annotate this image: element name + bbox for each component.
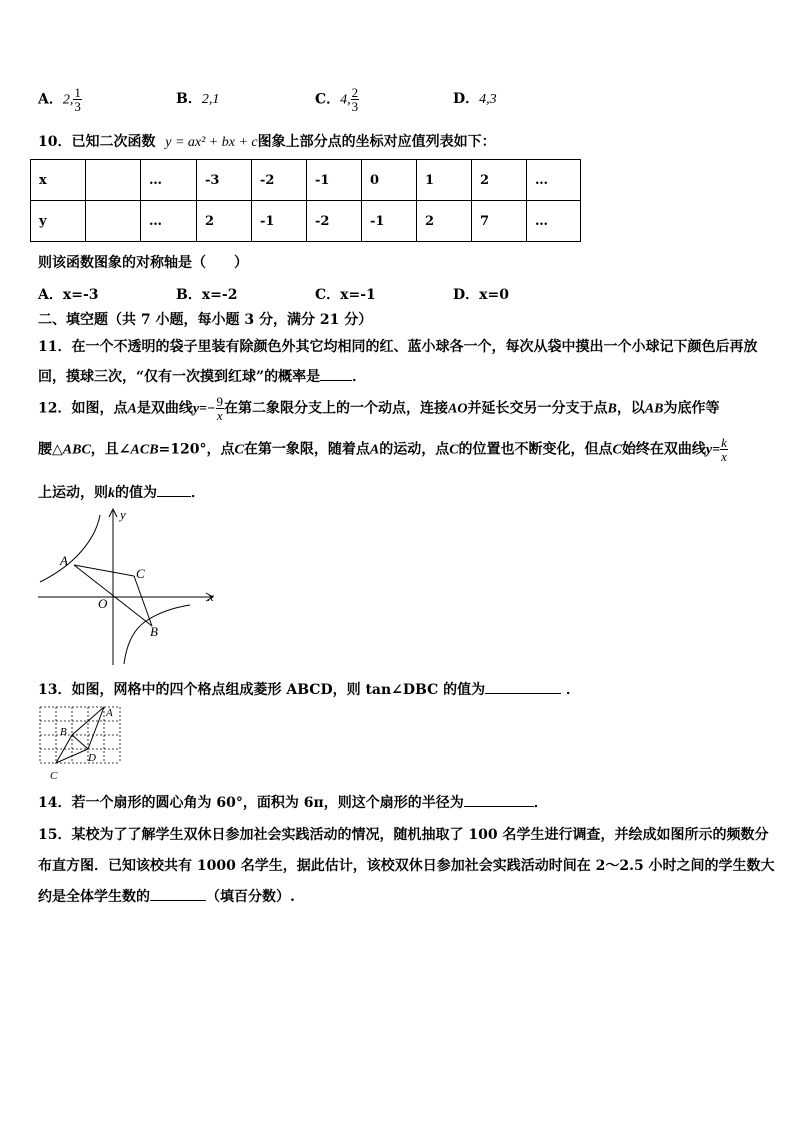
- q14-text: 14．若一个扇形的圆心角为 60°，面积为 6π，则这个扇形的半径为 ．: [38, 795, 548, 811]
- label-a: A: [60, 553, 68, 568]
- hyperbola-branch-second-quadrant: [40, 515, 100, 582]
- q12-line1: 12．如图，点A是双曲线y=− $\frac{9}{x}$ 在第二象限分支上的一个动点，连接AO并延长交另一分支于点B，以AB为底作等: [38, 394, 720, 423]
- q13-text: 13．如图，网格中的四个格点组成菱形 ABCD，则 tan∠DBC 的值为 ．: [38, 682, 581, 698]
- q9-option-c: C．4, $\frac{2}{3}$: [315, 85, 359, 114]
- label-d: D: [88, 752, 96, 764]
- segment-ac: [74, 565, 134, 576]
- q15-line3: 约是全体学生数的 （填百分数）.: [38, 889, 295, 905]
- q9-option-b: B．2,1: [176, 91, 220, 107]
- q10-stem: 10．已知二次函数 y = ax² + bx + c图象上部分点的坐标对应值列表如下：: [38, 134, 496, 150]
- answer-blank[interactable]: [150, 900, 206, 901]
- table-cell: -2: [252, 160, 307, 201]
- q10-option-c: C．x=-1: [315, 287, 376, 303]
- table-cell: 7: [472, 201, 527, 242]
- q11-line2: 回，摸球三次，“仅有一次摸到红球”的概率是 ．: [38, 369, 367, 385]
- table-cell: 0: [362, 160, 417, 201]
- section-heading: 二、填空题（共 7 小题，每小题 3 分，满分 21 分）: [38, 312, 373, 328]
- diagonal-bd: [72, 735, 88, 749]
- table-cell: y: [31, 201, 86, 242]
- table-row: [31, 160, 581, 201]
- table-cell: -2: [307, 201, 362, 242]
- table-cell: 2: [417, 201, 472, 242]
- label-b: B: [60, 726, 67, 738]
- q12-line2: 腰△ABC，且∠ACB=120°，点C在第一象限，随着点A的运动，点C的位置也不断变化，但点C始终在双曲线y= $\frac{k}{x}$: [38, 435, 727, 464]
- table-cell: …: [527, 160, 581, 201]
- label-x: x: [208, 589, 214, 604]
- q9-option-d: D．4,3: [453, 91, 497, 107]
- label-c: C: [50, 770, 58, 782]
- q10-option-b: B．x=-2: [176, 287, 238, 303]
- table-cell: [86, 160, 141, 201]
- q10-question: 则该函数图象的对称轴是（ ）: [38, 255, 248, 271]
- q12-hyperbola-figure: [36, 505, 226, 667]
- table-cell: x: [31, 160, 86, 201]
- label-c: C: [136, 566, 145, 581]
- table-cell: [86, 201, 141, 242]
- table-cell: …: [141, 201, 197, 242]
- label-y: y: [120, 507, 126, 522]
- q9-option-a: A．2, $\frac{1}{3}$: [38, 85, 81, 114]
- label-o: O: [98, 596, 108, 611]
- table-cell: 1: [417, 160, 472, 201]
- table-cell: -1: [307, 160, 362, 201]
- answer-blank[interactable]: [157, 496, 191, 497]
- label-b: B: [150, 624, 158, 639]
- answer-blank[interactable]: [320, 380, 352, 381]
- table-cell: 2: [472, 160, 527, 201]
- q12-fraction-k-x: $\frac{k}{x}$: [721, 435, 727, 464]
- answer-blank[interactable]: [464, 806, 534, 807]
- q10-value-table: [30, 159, 581, 242]
- table-cell: -1: [252, 201, 307, 242]
- table-cell: -1: [362, 201, 417, 242]
- table-cell: …: [141, 160, 197, 201]
- q10-option-a: A．x=-3: [38, 287, 99, 303]
- table-cell: …: [527, 201, 581, 242]
- q15-line2: 布直方图．已知该校共有 1000 名学生，据此估计，该校双休日参加社会实践活动时间在 2～2.5 小时之间的学生数大: [38, 858, 775, 874]
- q11-line1: 11．在一个不透明的袋子里装有除颜色外其它均相同的红、蓝小球各一个，每次从袋中摸出一个小球记下颜色后再放: [38, 339, 758, 355]
- q10-option-d: D．x=0: [453, 287, 509, 303]
- q12-line3: 上运动，则k的值为 ．: [38, 485, 205, 501]
- q13-rhombus-grid-figure: [36, 703, 124, 783]
- table-cell: -3: [197, 160, 252, 201]
- table-row: [31, 201, 581, 242]
- q9-a-fraction: $\frac{1}{3}$: [74, 85, 81, 114]
- label-a: A: [106, 707, 113, 719]
- q9-c-fraction: $\frac{2}{3}$: [351, 85, 359, 114]
- table-cell: 2: [197, 201, 252, 242]
- answer-blank[interactable]: [485, 693, 561, 694]
- q15-line1: 15．某校为了了解学生双休日参加社会实践活动的情况，随机抽取了 100 名学生进行调查，并绘成如图所示的频数分: [38, 827, 769, 843]
- q12-fraction-9-x: $\frac{9}{x}$: [216, 394, 224, 423]
